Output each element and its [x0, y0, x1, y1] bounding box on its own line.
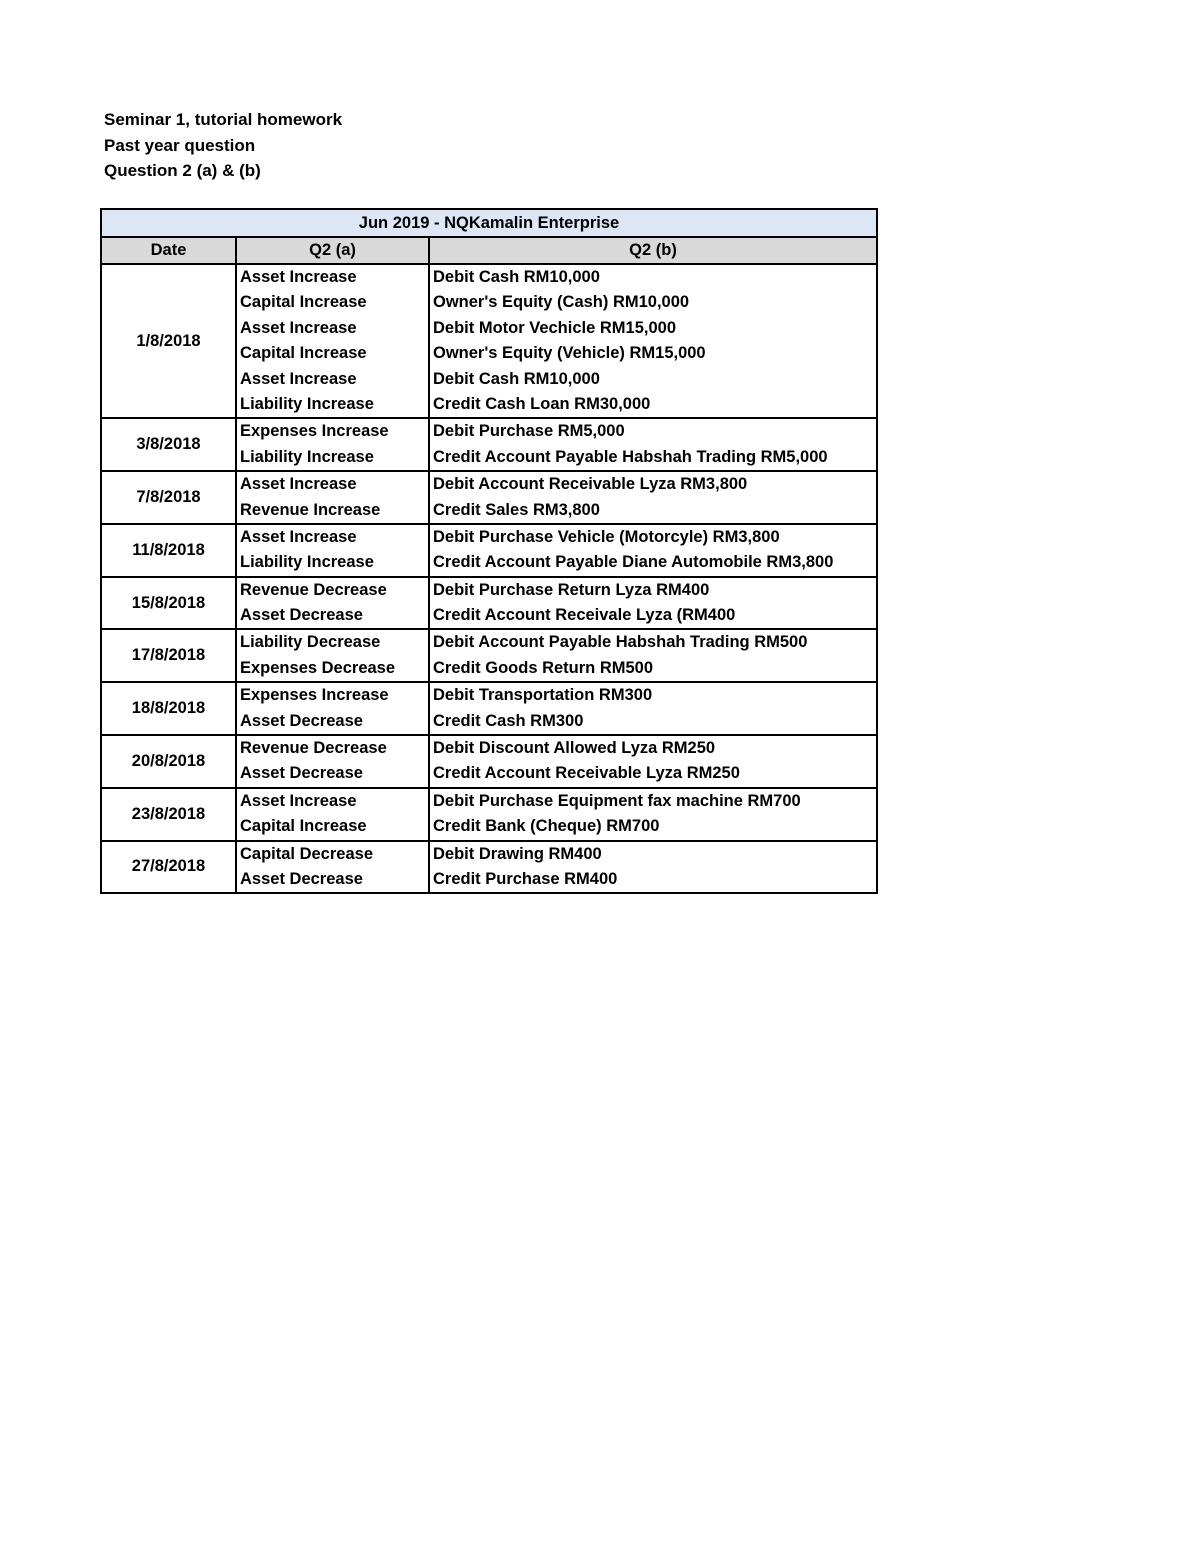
q2a-line: Expenses Increase	[240, 422, 389, 441]
q2a-line: Expenses Decrease	[240, 658, 396, 677]
q2b-line: Credit Account Receivable Lyza RM250	[433, 764, 740, 783]
q2b-line: Credit Account Receivale Lyza (RM400	[433, 606, 736, 625]
q2a-line: Revenue Decrease	[240, 739, 387, 758]
date-cell: 15/8/2018	[101, 577, 236, 630]
q2a-line: Liability Increase	[240, 553, 374, 572]
q2a-cell	[236, 841, 429, 894]
q2b-line: Owner's Equity (Cash) RM10,000	[433, 293, 690, 312]
q2a-line: Liability Increase	[240, 447, 374, 466]
q2b-cell	[429, 418, 877, 471]
q2b-line: Credit Cash Loan RM30,000	[433, 394, 651, 413]
q2b-line: Credit Goods Return RM500	[433, 658, 654, 677]
table-row	[101, 418, 877, 471]
q2b-line: Credit Sales RM3,800	[433, 500, 600, 519]
q2a-cell	[236, 264, 429, 418]
q2a-line: Asset Decrease	[240, 606, 363, 625]
q2b-line: Credit Account Payable Diane Automobile RM3,800	[433, 553, 834, 572]
table-row	[101, 735, 877, 788]
q2b-cell	[429, 471, 877, 524]
header-line-past-year: Past year question	[104, 135, 256, 155]
q2a-cell	[236, 629, 429, 682]
document-header	[104, 107, 342, 184]
date-cell: 1/8/2018	[101, 264, 236, 418]
column-header-date: Date	[101, 237, 236, 264]
q2b-line: Debit Cash RM10,000	[433, 369, 600, 388]
q2b-line: Debit Transportation RM300	[433, 686, 653, 705]
q2a-line: Capital Increase	[240, 344, 367, 363]
q2b-line: Debit Account Receivable Lyza RM3,800	[433, 475, 748, 494]
q2b-line: Debit Motor Vechicle RM15,000	[433, 318, 676, 337]
q2a-line: Revenue Increase	[240, 500, 381, 519]
table-title: Jun 2019 - NQKamalin Enterprise	[101, 209, 877, 237]
q2b-line: Debit Drawing RM400	[433, 844, 602, 863]
q2b-line: Debit Purchase Vehicle (Motorcyle) RM3,800	[433, 527, 780, 546]
q2a-cell	[236, 682, 429, 735]
q2a-line: Liability Decrease	[240, 633, 381, 652]
q2b-cell	[429, 841, 877, 894]
q2a-line: Asset Increase	[240, 475, 357, 494]
q2a-cell	[236, 788, 429, 841]
q2b-line: Credit Cash RM300	[433, 711, 584, 730]
q2b-line: Debit Purchase Equipment fax machine RM700	[433, 791, 801, 810]
q2a-cell	[236, 418, 429, 471]
header-line-question: Question 2 (a) & (b)	[104, 161, 261, 180]
table-row	[101, 471, 877, 524]
table-title-row	[101, 209, 877, 237]
q2b-line: Owner's Equity (Vehicle) RM15,000	[433, 344, 706, 363]
q2a-line: Asset Decrease	[240, 711, 363, 730]
column-header-q2a: Q2 (a)	[236, 237, 429, 264]
q2a-line: Asset Increase	[240, 318, 357, 337]
date-cell: 18/8/2018	[101, 682, 236, 735]
table-header-row	[101, 237, 877, 264]
q2a-line: Liability Increase	[240, 394, 374, 413]
q2a-cell	[236, 735, 429, 788]
table-row	[101, 264, 877, 418]
table-row	[101, 577, 877, 630]
q2b-line: Debit Cash RM10,000	[433, 268, 600, 286]
table-row	[101, 629, 877, 682]
q2b-line: Credit Purchase RM400	[433, 869, 618, 888]
q2a-line: Capital Increase	[240, 817, 367, 836]
date-cell: 23/8/2018	[101, 788, 236, 841]
table-row	[101, 841, 877, 894]
q2a-line: Asset Increase	[240, 791, 357, 810]
q2a-line: Expenses Increase	[240, 686, 389, 705]
table-row	[101, 682, 877, 735]
date-cell: 3/8/2018	[101, 418, 236, 471]
q2b-line: Debit Account Payable Habshah Trading RM500	[433, 633, 808, 652]
date-cell: 11/8/2018	[101, 524, 236, 577]
date-cell: 17/8/2018	[101, 629, 236, 682]
q2b-cell	[429, 629, 877, 682]
column-header-q2b: Q2 (b)	[429, 237, 877, 264]
table-row	[101, 524, 877, 577]
q2a-cell	[236, 471, 429, 524]
q2a-line: Capital Increase	[240, 293, 367, 312]
q2b-cell	[429, 264, 877, 418]
q2b-line: Debit Purchase RM5,000	[433, 422, 625, 441]
date-cell: 20/8/2018	[101, 735, 236, 788]
q2b-line: Debit Purchase Return Lyza RM400	[433, 580, 710, 599]
journal-table	[100, 208, 878, 894]
q2b-cell	[429, 524, 877, 577]
q2a-line: Asset Increase	[240, 268, 357, 286]
header-line-seminar: Seminar 1, tutorial homework	[104, 110, 343, 129]
q2a-line: Asset Decrease	[240, 764, 363, 783]
q2a-cell	[236, 577, 429, 630]
date-cell: 7/8/2018	[101, 471, 236, 524]
q2b-cell	[429, 577, 877, 630]
q2a-line: Asset Decrease	[240, 869, 363, 888]
date-cell: 27/8/2018	[101, 841, 236, 894]
q2b-line: Credit Account Payable Habshah Trading RM5,000	[433, 447, 828, 466]
q2b-cell	[429, 682, 877, 735]
q2a-line: Asset Increase	[240, 527, 357, 546]
q2b-line: Debit Discount Allowed Lyza RM250	[433, 739, 716, 758]
q2a-line: Asset Increase	[240, 369, 357, 388]
q2b-cell	[429, 735, 877, 788]
q2a-line: Revenue Decrease	[240, 580, 387, 599]
table-row	[101, 788, 877, 841]
q2b-cell	[429, 788, 877, 841]
q2a-line: Capital Decrease	[240, 844, 373, 863]
q2b-line: Credit Bank (Cheque) RM700	[433, 817, 660, 836]
q2a-cell	[236, 524, 429, 577]
